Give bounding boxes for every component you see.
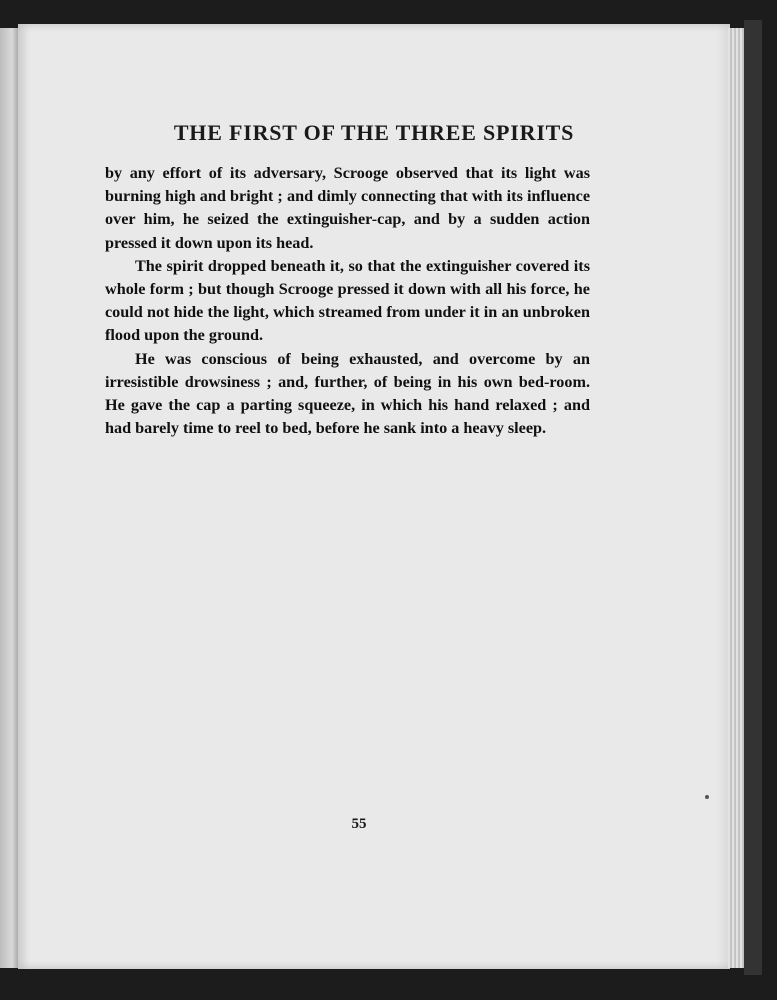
book-page — [18, 24, 730, 969]
paragraph-continued: by any effort of its adversary, Scrooge observed that its light was burning high and bright ; and dimly connecting that with its influence over him, he seized the extinguisher-cap, and by a sudden action pressed it down upon its head. — [105, 164, 590, 252]
page-number: 55 — [351, 816, 367, 832]
book-cover-edge — [744, 20, 762, 975]
page-stack-edge — [728, 28, 744, 968]
paragraph: He was conscious of being exhausted, and overcome by an irresistible drowsiness ; and, further, of being in his own bed-room. He gave the cap a parting squeeze, in which his hand relaxed ; and had barely time to reel to bed, before he sank into a heavy sleep. — [105, 349, 590, 438]
running-head: THE FIRST OF THE THREE SPIRITS — [173, 120, 575, 145]
body-text — [105, 162, 590, 440]
left-page-edge — [0, 28, 20, 968]
paper-speck — [705, 795, 709, 799]
paragraph: The spirit dropped beneath it, so that the extinguisher covered its whole form ; but though Scrooge pressed it down with all his force, he could not hide the light, which streamed from under it in an unbroken flood upon the ground. — [105, 256, 590, 345]
